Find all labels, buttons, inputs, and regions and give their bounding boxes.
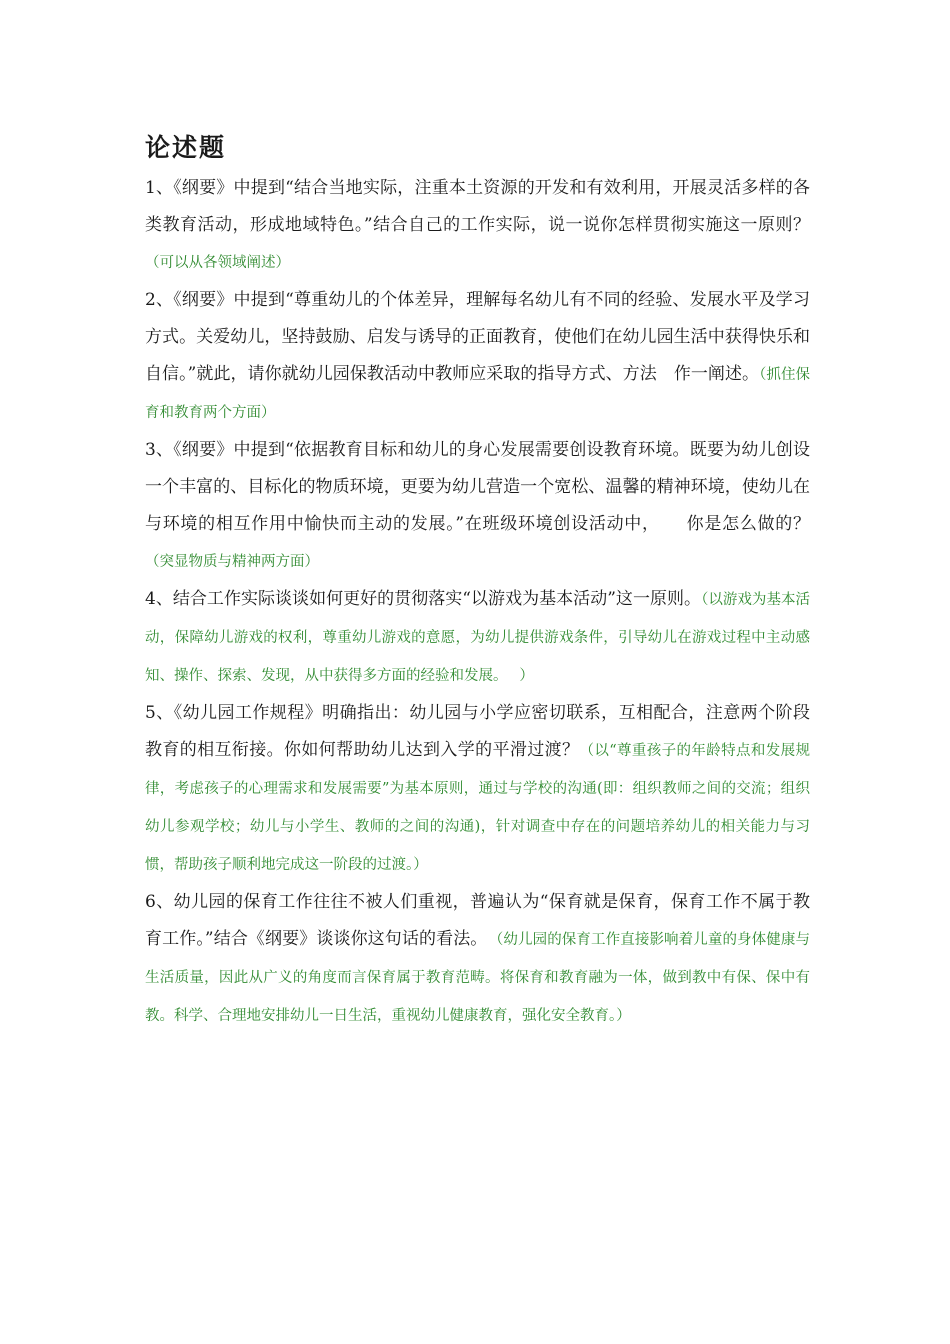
- question-3: [145, 432, 810, 581]
- question-5-answer-hint: （以“尊重孩子的年龄特点和发展规律，考虑孩子的心理需求和发展需要”为基本原则，通过与学校的沟通(即：组织教师之间的交流；组织幼儿参观学校；幼儿与小学生、教师的之间的沟通)，针对调查中存在的问题培养幼儿的相关能力与习惯，帮助孩子顺利地完成这一阶段的过渡。）: [145, 743, 811, 873]
- question-2-answer-hint: （抓住保育和教育两个方面）: [145, 367, 810, 421]
- question-6-answer-hint: （幼儿园的保育工作直接影响着儿童的身体健康与生活质量，因此从广义的角度而言保育属于教育范畴。将保育和教育融为一体，做到教中有保、保中有教。科学、合理地安排幼儿一日生活，重视幼儿健康教育，强化安全教育。）: [145, 932, 811, 1024]
- question-6-text: 6、幼儿园的保育工作往往不被人们重视，普遍认为“保育就是保育，保育工作不属于教育工作。”结合《纲要》谈谈你这句话的看法。: [145, 892, 810, 949]
- question-2-text: 2、《纲要》中提到“尊重幼儿的个体差异，理解每名幼儿有不同的经验、发展水平及学习方式。关爱幼儿，坚持鼓励、启发与诱导的正面教育，使他们在幼儿园生活中获得快乐和自信。”就此，请你就幼儿园保教活动中教师应采取的指导方式、方法 作一阐述。: [145, 290, 810, 384]
- document-content: [145, 128, 810, 1035]
- question-4-text: 4、结合工作实际谈谈如何更好的贯彻落实“以游戏为基本活动”这一原则。: [145, 589, 702, 609]
- question-5-text: 5、《幼儿园工作规程》明确指出：幼儿园与小学应密切联系，互相配合，注意两个阶段教育的相互衔接。你如何帮助幼儿达到入学的平滑过渡？: [145, 703, 810, 760]
- question-3-answer-hint: （突显物质与精神两方面）: [145, 554, 319, 570]
- question-4: [145, 581, 810, 695]
- question-1: [145, 170, 810, 282]
- question-3-text: 3、《纲要》中提到“依据教育目标和幼儿的身心发展需要创设教育环境。既要为幼儿创设一个丰富的、目标化的物质环境，更要为幼儿营造一个宽松、温馨的精神环境，使幼儿在与环境的相互作用中愉快而主动的发展。”在班级环境创设活动中， 你是怎么做的？: [145, 440, 810, 534]
- section-title: 论述题: [145, 133, 227, 162]
- question-1-answer-hint: （可以从各领域阐述）: [145, 255, 290, 271]
- question-5: [145, 695, 810, 884]
- question-1-text: 1、《纲要》中提到“结合当地实际，注重本土资源的开发和有效利用，开展灵活多样的各类教育活动，形成地域特色。”结合自己的工作实际，说一说你怎样贯彻实施这一原则？: [145, 178, 810, 235]
- question-4-answer-hint: （以游戏为基本活动，保障幼儿游戏的权利，尊重幼儿游戏的意愿，为幼儿提供游戏条件，引导幼儿在游戏过程中主动感知、操作、探索、发现，从中获得多方面的经验和发展。 ）: [145, 592, 811, 684]
- question-6: [145, 884, 810, 1035]
- question-2: [145, 282, 810, 432]
